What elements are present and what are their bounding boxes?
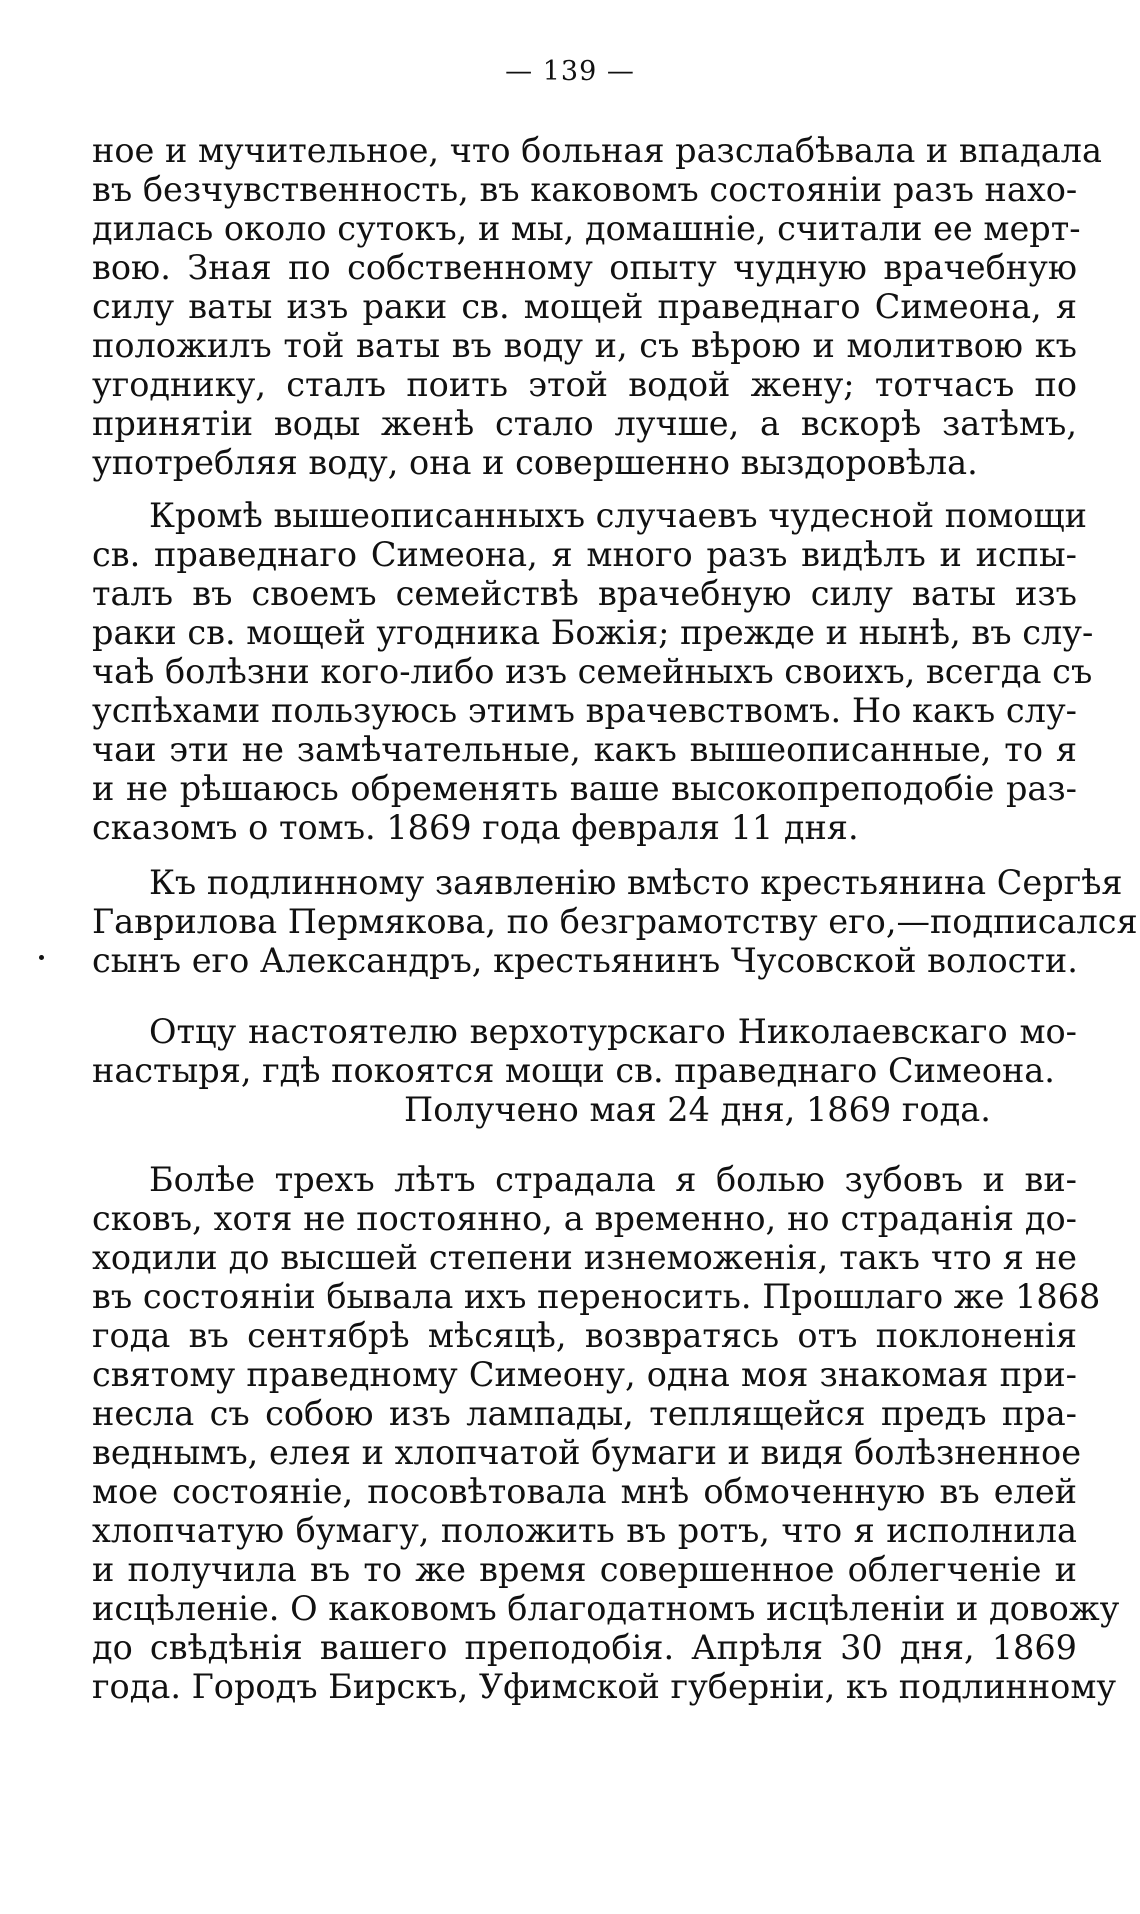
- paragraph-address: [92, 1012, 1077, 1129]
- text-line: хлопчатую бумагу, положить въ ротъ, что я исполнила: [92, 1511, 1077, 1550]
- text-line: Болѣе трехъ лѣтъ страдала я болью зубовъ и ви-: [149, 1160, 1077, 1199]
- paragraph-signature: [92, 863, 1138, 980]
- text-line: въ безчувственность, въ каковомъ состоянiи разъ нахо-: [92, 170, 1078, 209]
- text-line: силу ваты изъ раки св. мощей праведнаго Симеона, я: [92, 287, 1077, 326]
- text-line: сковъ, хотя не постоянно, а временно, но страданiя до-: [92, 1199, 1077, 1238]
- text-line: ходили до высшей степени изнеможенiя, такъ что я не: [92, 1238, 1077, 1277]
- text-line: успѣхами пользуюсь этимъ врачевствомъ. Но какъ слу-: [92, 691, 1077, 730]
- text-line: и получила въ то же время совершенное облегченiе и: [92, 1550, 1077, 1589]
- text-line: чаѣ болѣзни кого-либо изъ семейныхъ своихъ, всегда съ: [92, 652, 1093, 691]
- text-line: года. Городъ Бирскъ, Уфимской губернiи, къ подлинному: [92, 1667, 1117, 1706]
- margin-speck: [39, 955, 44, 960]
- text-line: св. праведнаго Симеона, я много разъ видѣлъ и испы-: [92, 535, 1077, 574]
- text-line: угоднику, сталъ поить этой водой жену; тотчасъ по: [92, 365, 1077, 404]
- text-line: несла съ собою изъ лампады, теплящейся предъ пра-: [92, 1394, 1077, 1433]
- paragraph-other-miracles: [92, 496, 1094, 847]
- text-line: святому праведному Симеону, одна моя знакомая при-: [92, 1355, 1077, 1394]
- text-line: сказомъ о томъ. 1869 года февраля 11 дня.: [92, 808, 859, 847]
- text-line: настыря, гдѣ покоятся мощи св. праведнаго Симеона.: [92, 1051, 1055, 1090]
- text-line: сынъ его Александръ, крестьянинъ Чусовской волости.: [92, 941, 1078, 980]
- text-line: и не рѣшаюсь обременять ваше высокопреподобiе раз-: [92, 769, 1077, 808]
- text-line: до свѣдѣнiя вашего преподобiя. Апрѣля 30 дня, 1869: [92, 1628, 1077, 1667]
- text-line: дилась около сутокъ, и мы, домашнiе, считали ее мерт-: [92, 209, 1081, 248]
- text-line: года въ сентябрѣ мѣсяцѣ, возвратясь отъ поклоненiя: [92, 1316, 1077, 1355]
- paragraph-testimony: [92, 1160, 1120, 1706]
- text-line: Къ подлинному заявленiю вмѣсто крестьянина Сергѣя: [149, 863, 1123, 902]
- page-number: — 139 —: [505, 56, 635, 87]
- text-line: въ состоянiи бывала ихъ переносить. Прошлаго же 1868: [92, 1277, 1101, 1316]
- text-line: раки св. мощей угодника Божiя; прежде и нынѣ, въ слу-: [92, 613, 1094, 652]
- received-date: Получено мая 24 дня, 1869 года.: [404, 1090, 991, 1129]
- text-line: веднымъ, елея и хлопчатой бумаги и видя болѣзненное: [92, 1433, 1082, 1472]
- text-line: чаи эти не замѣчательные, какъ вышеописанные, то я: [92, 730, 1077, 769]
- paragraph-continuation: [92, 131, 1102, 482]
- text-line: Гаврилова Пермякова, по безграмотству его,—подписался: [92, 902, 1138, 941]
- text-line: принятiи воды женѣ стало лучше, а вскорѣ затѣмъ,: [92, 404, 1077, 443]
- text-line: употребляя воду, она и совершенно выздоровѣла.: [92, 443, 978, 482]
- text-line: Кромѣ вышеописанныхъ случаевъ чудесной помощи: [149, 496, 1087, 535]
- text-line: талъ въ своемъ семействѣ врачебную силу ваты изъ: [92, 574, 1077, 613]
- text-line: вою. Зная по собственному опыту чудную врачебную: [92, 248, 1077, 287]
- text-line: мое состоянiе, посовѣтовала мнѣ обмоченную въ елей: [92, 1472, 1077, 1511]
- text-line: ное и мучительное, что больная разслабѣвала и впадала: [92, 131, 1102, 170]
- text-line: положилъ той ваты въ воду и, съ вѣрою и молитвою къ: [92, 326, 1077, 365]
- text-line: исцѣленiе. О каковомъ благодатномъ исцѣленiи и довожу: [92, 1589, 1120, 1628]
- text-line: Отцу настоятелю верхотурскаго Николаевскаго мо-: [149, 1012, 1077, 1051]
